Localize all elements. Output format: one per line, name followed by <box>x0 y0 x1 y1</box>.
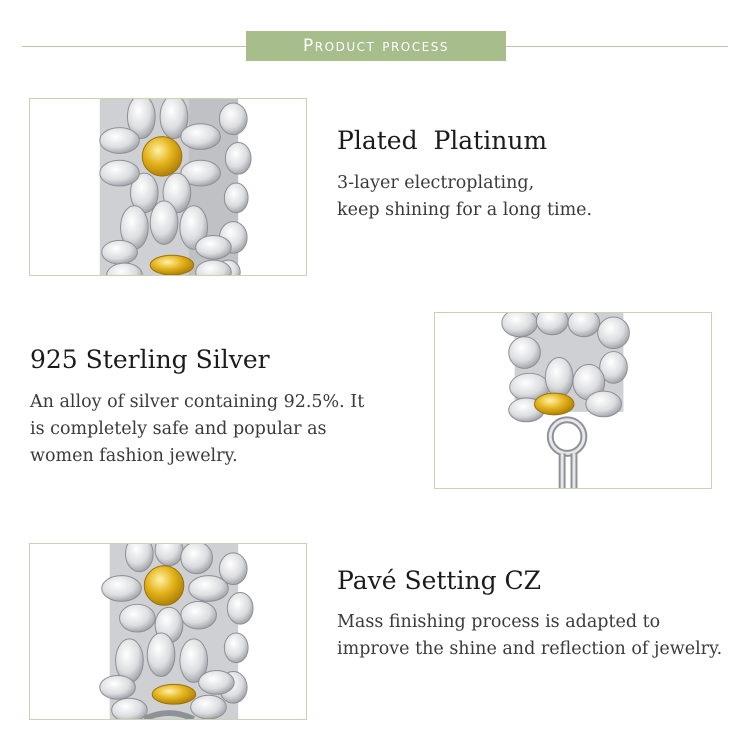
description-line: 3-layer electroplating, <box>337 173 535 193</box>
section-banner: Product process <box>246 31 506 61</box>
section-title-plated-platinum: Plated Platinum <box>337 126 548 155</box>
section-title-sterling-silver: 925 Sterling Silver <box>30 345 270 374</box>
header-divider-right <box>506 46 728 47</box>
daisy-charm-clasp-image <box>435 313 711 488</box>
header-divider-left <box>22 46 246 47</box>
product-photo-sterling-silver <box>434 312 712 489</box>
section-description-sterling-silver <box>30 389 364 470</box>
product-photo-plated-platinum <box>29 98 307 276</box>
daisy-charm-image <box>30 99 306 275</box>
description-line: keep shining for a long time. <box>337 200 593 220</box>
product-photo-pave-setting <box>29 543 307 720</box>
description-line: is completely safe and popular as <box>30 419 327 439</box>
description-line: improve the shine and reflection of jewelry. <box>337 639 723 659</box>
description-line: women fashion jewelry. <box>30 446 238 466</box>
description-line: An alloy of silver containing 92.5%. It <box>30 392 365 412</box>
daisy-charm-image <box>30 544 306 719</box>
section-description-pave-setting <box>337 609 722 663</box>
description-line: Mass finishing process is adapted to <box>337 612 661 632</box>
section-title-pave-setting: Pavé Setting CZ <box>337 566 542 595</box>
section-description-plated-platinum <box>337 170 592 224</box>
